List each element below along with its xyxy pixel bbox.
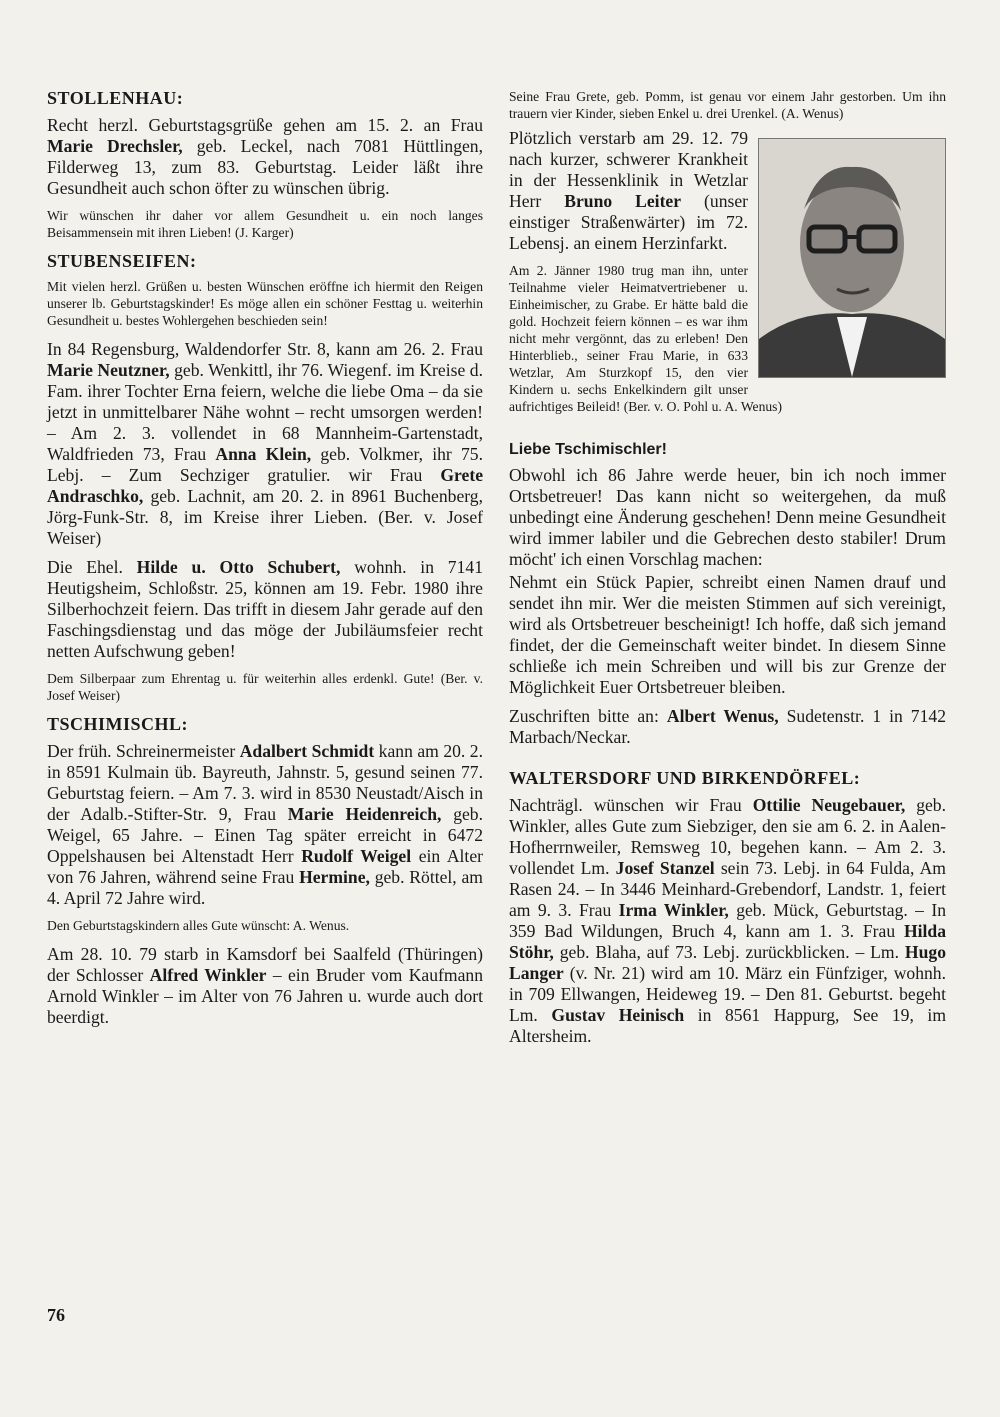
obituary-intro: Seine Frau Grete, geb. Pomm, ist genau vor einem Jahr gestorben. Um ihn trauern vier Kinder, sieben Enkel u. drei Urenkel. (A. Wenus) — [509, 89, 946, 121]
heading-stubenseifen: STUBENSEIFEN: — [47, 251, 197, 271]
letter-paragraph-2: Nehmt ein Stück Papier, schreibt einen Namen drauf und sendet ihn mir. Wer die meisten Stimmen auf sich vereinigt, wird als Ortsbetreuer bescheinigt! Ich hoffe, daß sich jemand findet, der die Gemeinschaft weiter bindet. In diesem Sinne schließe ich mein Schreiben und will bis zur Grenze der Möglichkeit Euer Ortsbetreuer bleiben. — [509, 572, 946, 697]
portrait-icon — [759, 139, 945, 377]
obituary-note: Am 2. Jänner 1980 trug man ihn, unter Teilnahme vieler Heimatvertriebener u. Einheimischer, zu Grabe. Er hätte bald die gold. Hochzeit feiern können – es war ihm nicht mehr vergönnt, das zu erleben! Den Hinterblieb., seiner Frau Marie, in 633 Wetzlar, Am Sturzkopf 15, den vier Kindern u. sechs Enkelkindern gilt unser aufrichtiges Beileid! (Ber. v. O. Pohl u. A. Wenus) — [509, 263, 783, 414]
letter-paragraph-1: Obwohl ich 86 Jahre werde heuer, bin ich noch immer Ortsbetreuer! Das kann nicht so weitergehen, da muß unbedingt eine Änderung geschehen! Denn meine Gesundheit wird immer labiler und die Gebrechen desto stabiler! Drum möcht' ich einen Vorschlag machen: — [509, 465, 946, 569]
waltersdorf-paragraph: Nachträgl. wünschen wir Frau Ottilie Neugebauer, geb. Winkler, alles Gute zum Siebziger, den sie am 6. 2. in Aalen-Hofherrnweiler, Remsweg 10, begehen kann. – Am 2. 3. vollendet Lm. Josef Stanzel sein 73. Lebj. in 64 Fulda, Am Rasen 24. – In 3446 Meinhard-Grebendorf, Landstr. 1, feiert am 9. 3. Frau Irma Winkler, geb. Mück, Geburtstag. – In 359 Bad Wildungen, Bruch 4, kann am 1. 3. Frau Hilda Stöhr, geb. Blaha, auf 73. Lebj. zurückblicken. – Lm. Hugo Langer (v. Nr. 21) wird am 10. März ein Fünfziger, wohnh. in 709 Ellwangen, Heideweg 19. – Den 81. Geburtst. begeht Lm. Gustav Heinisch in 8561 Happurg, See 19, im Altersheim. — [509, 795, 947, 1046]
spacer — [509, 425, 946, 441]
stollenhau-paragraph: Recht herzl. Geburtstagsgrüße gehen am 15. 2. an Frau Marie Drechsler, geb. Leckel, nach 7081 Hüttlingen, Filderweg 13, zum 83. Geburtstag. Leider läßt ihre Gesundheit auch schon öfter zu wünschen übrig. — [47, 115, 483, 198]
obituary-paragraph: Plötzlich verstarb am 29. 12. 79 nach kurzer, schwerer Krankheit in der Hessenklinik in Wetzlar Herr Bruno Leiter (unser einstiger Straßenwärter) im 72. Lebensj. an einem Herzinfarkt. — [509, 128, 749, 253]
tschimischl-paragraph-1: Der früh. Schreinermeister Adalbert Schmidt kann am 20. 2. in 8591 Kulmain üb. Bayreuth, Jahnstr. 5, gesund seinen 77. Geburtstag feiern. – Am 7. 3. wird in 8530 Neustadt/Aisch in der Adalb.-Stifter-Str. 9, Frau Marie Heidenreich, geb. Weigel, 65 Jahre. – Einen Tag später erreicht in 6472 Oppelshausen bei Altenstadt Herr Rudolf Weigel ein Alter von 76 Jahren, während seine Frau Hermine, geb. Röttel, am 4. April 72 Jahre wird. — [47, 741, 484, 908]
stubenseifen-intro: Mit vielen herzl. Grüßen u. besten Wünschen eröffne ich hiermit den Reigen unserer lb. Geburtstagskinder! Es möge allen ein schöner Festtag u. weiterhin Gesundheit u. bestes Wohlergehen beschieden sein! — [47, 279, 483, 328]
page-number: 76 — [47, 1305, 65, 1325]
stubenseifen-paragraph-1: In 84 Regensburg, Waldendorfer Str. 8, kann am 26. 2. Frau Marie Neutzner, geb. Wenkittl, ihr 76. Wiegenf. im Kreise d. Fam. ihrer Tochter Erna feiern, welche die liebe Oma – da sie jetzt in unmittelbarer Nähe wohnt – recht umsorgen werden! – Am 2. 3. vollendet in 68 Mannheim-Gartenstadt, Waldfrieden 73, Frau Anna Klein, geb. Volkmer, ihr 75. Lebj. – Zum Sechziger gratulier. wir Frau Grete Andraschko, geb. Lachnit, am 20. 2. in 8961 Buchenberg, Jörg-Funk-Str. 8, im Kreise ihrer Lieben. (Ber. v. Josef Weiser) — [47, 339, 483, 548]
left-column — [47, 88, 483, 1036]
portrait-photo — [758, 138, 946, 378]
stubenseifen-paragraph-2: Die Ehel. Hilde u. Otto Schubert, wohnh. in 7141 Heutigsheim, Schloßstr. 25, können am 19. Febr. 1980 ihre Silberhochzeit feiern. Das trifft in diesem Jahr gerade auf den Faschingsdienstag und das möge der Jubiläumsfeier recht netten Aufschwung geben! — [47, 557, 483, 661]
heading-waltersdorf: WALTERSDORF UND BIRKENDÖRFEL: — [509, 768, 861, 788]
tschimischl-paragraph-2: Am 28. 10. 79 starb in Kamsdorf bei Saalfeld (Thüringen) der Schlosser Alfred Winkler – ein Bruder vom Kaufmann Arnold Winkler – im Alter von 76 Jahren u. wurde auch dort beerdigt. — [47, 944, 483, 1027]
stubenseifen-note: Dem Silberpaar zum Ehrentag u. für weiterhin alles erdenkl. Gute! (Ber. v. Josef Weiser) — [47, 671, 483, 703]
heading-letter: Liebe Tschimischler! — [509, 441, 667, 458]
heading-tschimischl: TSCHIMISCHL: — [47, 714, 189, 734]
stollenhau-note: Wir wünschen ihr daher vor allem Gesundheit u. ein noch langes Beisammensein mit ihren Lieben! (J. Karger) — [47, 208, 483, 240]
tschimischl-note: Den Geburtstagskindern alles Gute wünscht: A. Wenus. — [47, 918, 350, 933]
letter-paragraph-3: Zuschriften bitte an: Albert Wenus, Sudetenstr. 1 in 7142 Marbach/Neckar. — [509, 706, 946, 747]
right-column — [509, 88, 946, 1055]
heading-stollenhau: STOLLENHAU: — [47, 88, 184, 108]
